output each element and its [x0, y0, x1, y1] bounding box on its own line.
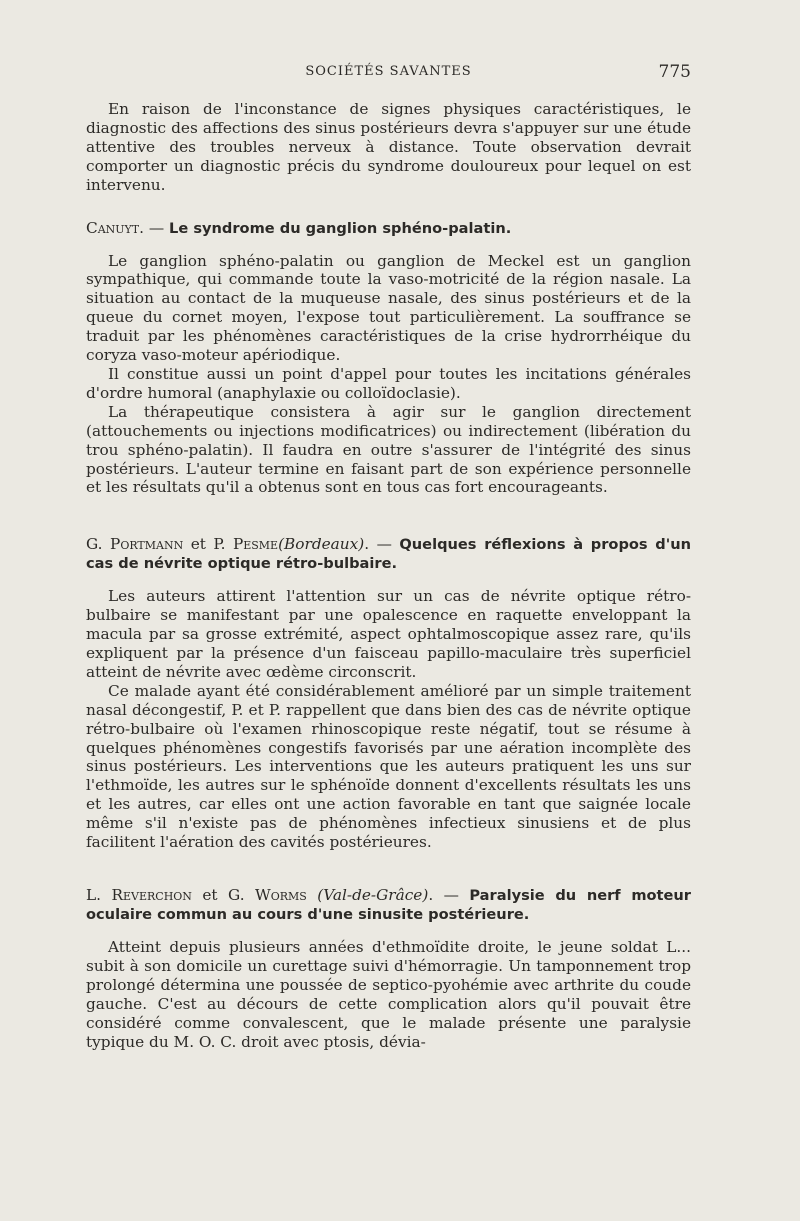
section2-author2: Pesme	[232, 535, 279, 554]
section1-author: Canuyt	[86, 218, 140, 237]
section2-place: (Bordeaux)	[278, 535, 365, 554]
section3-author1-initial: L.	[86, 886, 112, 904]
section3-paragraph-1: Atteint depuis plusieurs années d'ethmoïdite droite, le jeune soldat L... subit à son domicile un curettage suivi d'hémorragie. Un tamponnement trop prolongé détermina une poussée de septico-pyohémie avec arthrite du coude gauche. C'est au décours de cette complication alors qu'il pouvait être considéré comme convalescent, que le malade présente une paralysie typique du M. O. C. droit avec ptosis, dévia-	[86, 938, 691, 1051]
section1-heading	[86, 219, 691, 238]
page-body	[86, 100, 691, 1051]
section2-author1-initial: G.	[86, 535, 111, 554]
section1-paragraph-2: Il constitue aussi un point d'appel pour toutes les incitations générales d'ordre humoral (anaphylaxie ou colloïdoclasie).	[86, 364, 691, 402]
section1-paragraph-3: La thérapeutique consistera à agir sur le ganglion directement (attouchements ou injections modificatrices) ou indirectement (libération du trou sphéno-palatin). Il faudra en outre s'assurer de l'intégrité des sinus postérieurs. L'auteur termine en faisant part de son expérience personnelle et les résultats qu'il a obtenus sont en tous cas fort encourageants.	[86, 402, 691, 497]
page-number: 775	[658, 62, 691, 82]
section2-author1: Portmann	[110, 535, 184, 554]
section1-title: Le syndrome du ganglion sphéno-palatin.	[169, 219, 512, 237]
section3-title: Paralysie du nerf moteur oculaire commun au cours d'une sinusite postérieure.	[86, 887, 692, 923]
section3-separator: . —	[428, 886, 470, 904]
section1-separator: . —	[139, 218, 170, 237]
intro-paragraph: En raison de l'inconstance de signes physiques caractéristiques, le diagnostic des affections des sinus postérieurs devra s'appuyer sur une étude attentive des troubles nerveux à distance. Toute observation devrait comporter un diagnostic précis du syndrome douloureux pour lequel on est intervenu.	[86, 100, 691, 194]
section2-conj: et P.	[183, 535, 233, 554]
section3-author2: Worms	[255, 886, 307, 904]
section2-heading	[86, 535, 691, 573]
section2-paragraph-2: Ce malade ayant été considérablement amélioré par un simple traitement nasal décongestif, P. et P. rappellent que dans bien des cas de névrite optique rétro-bulbaire où l'examen rhinoscopique reste négatif, tout se résume à quelques phénomènes congestifs favorisés par une aération incomplète des sinus postérieurs. Les interventions que les auteurs pratiquent les uns sur l'ethmoïde, les autres sur le sphénoïde donnent d'excellents résultats les uns et les autres, car elles ont une action favorable en tant que saignée locale même s'il n'existe pas de phénomènes infectieux sinusiens et de plus facilitent l'aération des cavités postérieures.	[86, 681, 691, 852]
section2-title: Quelques réflexions à propos d'un cas de névrite optique rétro-bulbaire.	[86, 536, 691, 573]
section3-heading	[86, 886, 691, 924]
section3-author1: Reverchon	[111, 886, 192, 904]
section3-place: (Val-de-Grâce)	[317, 886, 429, 904]
section2-paragraph-1: Les auteurs attirent l'attention sur un cas de névrite optique rétro-bulbaire se manifestant par une opalescence en raquette enveloppant la macula par sa grosse extrémité, aspect ophtalmoscopique assez rare, qu'ils expliquent par la présence d'un faisceau papillo-maculaire très superficiel atteint de névrite avec œdème circonscrit.	[86, 587, 691, 681]
running-head: SOCIÉTÉS SAVANTES	[305, 64, 472, 79]
section1-paragraph-1: Le ganglion sphéno-palatin ou ganglion de Meckel est un ganglion sympathique, qui commande toute la vaso-motricité de la région nasale. La situation au contact de la muqueuse nasale, des sinus postérieurs et de la queue du cornet moyen, l'expose tout particulièrement. La souffrance se traduit par les phénomènes caractéristiques de la crise hydrorrhéique du coryza vaso-moteur apériodique.	[86, 251, 691, 365]
section2-separator: . —	[364, 535, 400, 554]
section3-conj: et G.	[191, 886, 255, 904]
page-header	[86, 62, 691, 84]
